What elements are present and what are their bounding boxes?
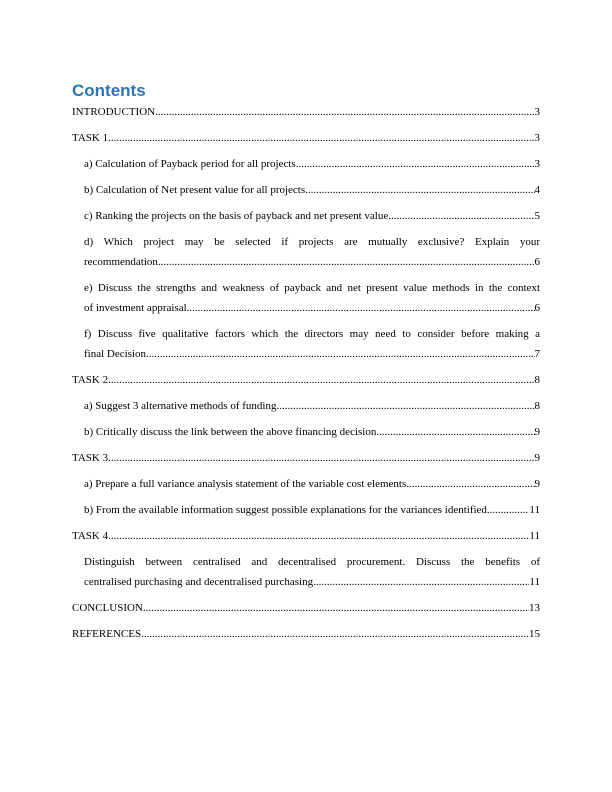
toc-entry-label: REFERENCES: [72, 628, 142, 640]
toc-entry-task-4[interactable]: [72, 526, 540, 546]
toc-entry-task-3[interactable]: [72, 448, 540, 468]
dot-leader: [406, 474, 534, 494]
toc-entry-task-1b[interactable]: [72, 180, 540, 200]
toc-entry-label: c) Ranking the projects on the basis of payback and net present value: [84, 210, 389, 222]
toc-entry-label: a) Calculation of Payback period for all projects: [84, 158, 296, 170]
dot-leader: [490, 500, 530, 520]
toc-entry-label: a) Prepare a full variance analysis statement of the variable cost elements: [84, 478, 407, 490]
toc-entry-label: INTRODUCTION: [72, 106, 156, 118]
dot-leader: [308, 180, 535, 200]
toc-entry-label-line2: centralised purchasing and decentralised purchasing: [84, 576, 314, 588]
toc-entry-introduction[interactable]: [72, 102, 540, 122]
dot-leader: [187, 298, 535, 318]
toc-entry-label: CONCLUSION: [72, 602, 143, 614]
toc-entry-label: TASK 3: [72, 452, 109, 464]
toc-entry-task-1f[interactable]: [72, 324, 540, 364]
toc-page-number: 8: [534, 400, 540, 412]
dot-leader: [108, 448, 534, 468]
toc-entry-label: a) Suggest 3 alternative methods of funding: [84, 400, 277, 412]
toc-title: Contents: [72, 81, 146, 100]
toc-page-number: 7: [534, 348, 540, 360]
toc-page-number: 9: [534, 426, 540, 438]
toc-entry-task-1d[interactable]: [72, 232, 540, 272]
toc-page-number: 8: [534, 374, 540, 386]
toc-entry-label-line2: recommendation: [84, 256, 158, 268]
toc-page-number: 4: [534, 184, 540, 196]
toc-page-number: 3: [534, 158, 540, 170]
toc-page-number: 11: [529, 530, 540, 542]
dot-leader: [158, 252, 535, 272]
toc-entry-last-line: [84, 572, 540, 592]
toc-page-number: 13: [529, 602, 540, 614]
toc-entry-label-line1: Distinguish between centralised and decentralised procurement. Discuss the benefits of: [84, 556, 540, 568]
toc-entry-label: TASK 4: [72, 530, 109, 542]
toc-entry-label: b) Critically discuss the link between the above financing decision: [84, 426, 377, 438]
toc-entry-task-1a[interactable]: [72, 154, 540, 174]
toc-entry-task-4-procurement[interactable]: [72, 552, 540, 592]
toc-page-number: 11: [529, 504, 540, 516]
dot-leader: [155, 102, 534, 122]
toc-page-number: 15: [529, 628, 540, 640]
toc-entry-label: b) From the available information suggest possible explanations for the variances identified.: [84, 504, 490, 516]
toc-entry-label-line2: of investment appraisal: [84, 302, 187, 314]
toc-page-number: 6: [534, 256, 540, 268]
dot-leader: [108, 128, 534, 148]
toc-entry-last-line: [84, 298, 540, 318]
toc-entry-task-3a[interactable]: [72, 474, 540, 494]
toc-entry-conclusion[interactable]: [72, 598, 540, 618]
toc-page-number: 5: [534, 210, 540, 222]
dot-leader: [276, 396, 534, 416]
toc-entry-task-2b[interactable]: [72, 422, 540, 442]
toc-entry-label-line1: f) Discuss five qualitative factors which the directors may need to consider before making a: [84, 328, 540, 340]
dot-leader: [146, 344, 534, 364]
toc-page-number: 3: [534, 132, 540, 144]
toc-page-number: 11: [529, 576, 540, 588]
toc-page-number: 3: [534, 106, 540, 118]
dot-leader: [296, 154, 535, 174]
document-page: [72, 80, 540, 650]
toc-entry-references[interactable]: [72, 624, 540, 644]
toc-entry-task-1e[interactable]: [72, 278, 540, 318]
toc-entry-label-line1: e) Discuss the strengths and weakness of payback and net present value methods in the context: [84, 282, 540, 294]
toc-entry-task-1c[interactable]: [72, 206, 540, 226]
dot-leader: [376, 422, 534, 442]
dot-leader: [141, 624, 529, 644]
toc-entry-label: b) Calculation of Net present value for all projects.: [84, 184, 308, 196]
dot-leader: [388, 206, 534, 226]
toc-entry-label: TASK 2: [72, 374, 109, 386]
dot-leader: [313, 572, 529, 592]
toc-entry-last-line: [84, 344, 540, 364]
toc-page-number: 9: [534, 478, 540, 490]
toc-entry-last-line: [84, 252, 540, 272]
toc-entry-label: TASK 1: [72, 132, 109, 144]
toc-entry-task-2a[interactable]: [72, 396, 540, 416]
dot-leader: [108, 526, 529, 546]
toc-page-number: 9: [534, 452, 540, 464]
toc-entry-label-line2: final Decision: [84, 348, 147, 360]
toc-page-number: 6: [534, 302, 540, 314]
toc-entry-label-line1: d) Which project may be selected if projects are mutually exclusive? Explain your: [84, 236, 540, 248]
toc-entry-task-2[interactable]: [72, 370, 540, 390]
toc-entry-task-3b[interactable]: [72, 500, 540, 520]
dot-leader: [108, 370, 534, 390]
toc-entry-task-1[interactable]: [72, 128, 540, 148]
dot-leader: [143, 598, 529, 618]
